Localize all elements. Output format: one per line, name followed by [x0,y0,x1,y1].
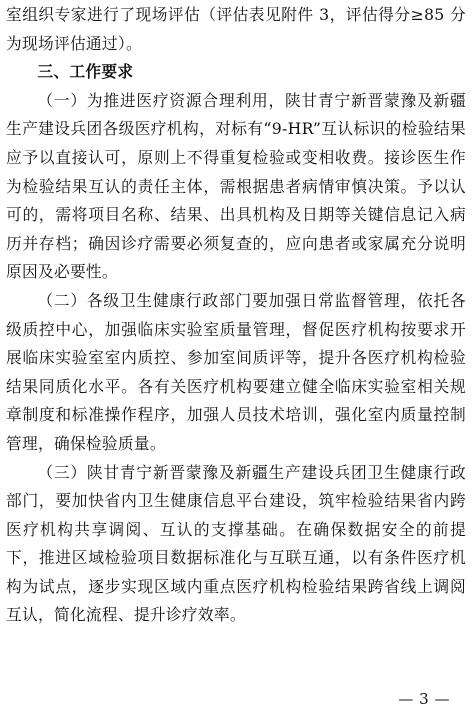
document-body [6,1,466,630]
paragraph-requirement-1: （一）为推进医疗资源合理利用，陕甘青宁新晋蒙豫及新疆生产建设兵团各级医疗机构，对标有“9-HR”互认标识的检验结果应予以直接认可，原则上不得重复检验或变相收费。接诊医生作为检验结果互认的责任主体，需根据患者病情审慎决策。予以认可的，需将项目名称、结果、出具机构及日期等关键信息记入病历并存档；确因诊疗需要必须复查的，应向患者或家属充分说明原因及必要性。 [6,90,466,282]
section-heading-work-requirements: 三、工作要求 [37,62,134,82]
continuation-paragraph: 室组织专家进行了现场评估（评估表见附件 3，评估得分≥85 分为现场评估通过）。 [6,5,466,53]
page-number: — 3 — [398,690,450,708]
paragraph-requirement-3: （三）陕甘青宁新晋蒙豫及新疆生产建设兵团卫生健康行政部门，要加快省内卫生健康信息平台建设，筑牢检验结果省内跨医疗机构共享调阅、互认的支撑基础。在确保数据安全的前提下，推进区域检验项目数据标准化与互联互通，以有条件医疗机构为试点，逐步实现区域内重点医疗机构检验结果跨省线上调阅互认，简化流程、提升诊疗效率。 [6,462,466,625]
paragraph-requirement-2: （二）各级卫生健康行政部门要加强日常监督管理，依托各级质控中心，加强临床实验室质量管理，督促医疗机构按要求开展临床实验室室内质控、参加室间质评等，提升各医疗机构检验结果同质化水平。各有关医疗机构要建立健全临床实验室相关规章制度和标准操作程序，加强人员技术培训，强化室内质量控制管理，确保检验质量。 [6,290,466,453]
